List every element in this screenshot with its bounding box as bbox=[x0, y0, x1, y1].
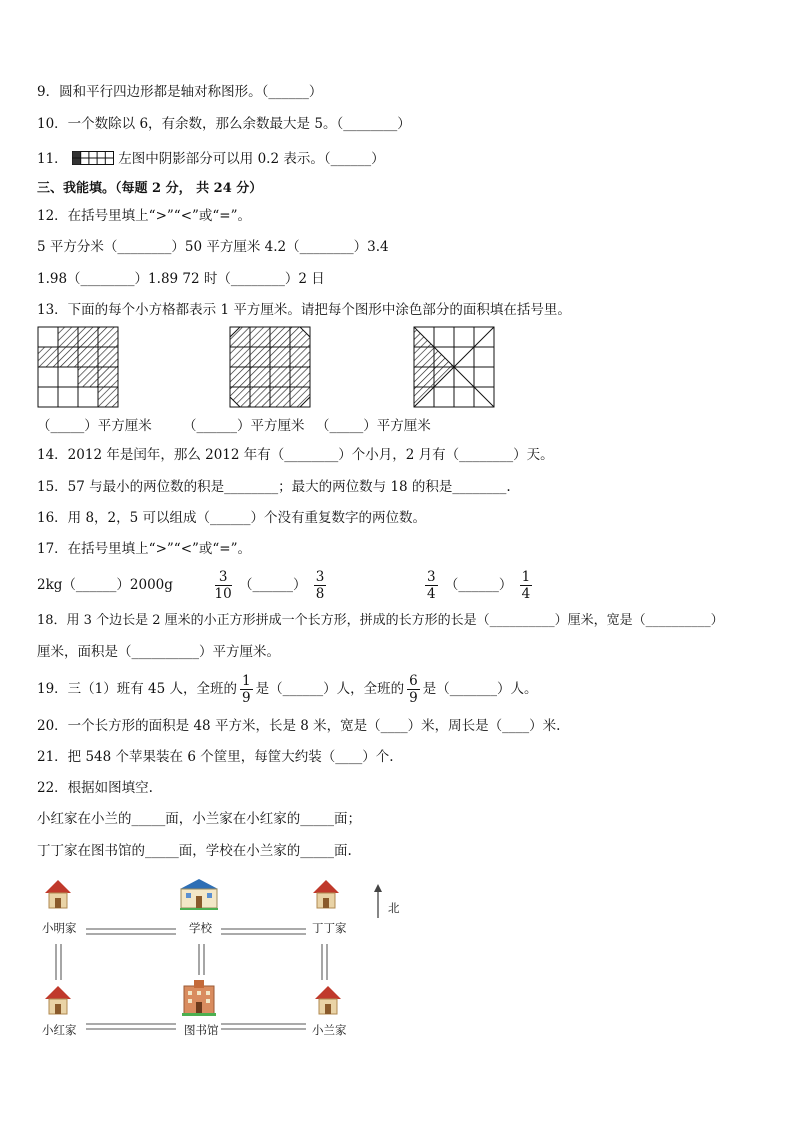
school-icon bbox=[178, 878, 220, 910]
section-3-heading: 三、我能填。（每题 2 分， 共 24 分） bbox=[37, 181, 263, 196]
question-12-row-2: 1.98（________）1.89 72 时（________）2 日 bbox=[37, 271, 325, 287]
question-22: 22．根据如图填空. bbox=[37, 780, 153, 796]
figure-2-caption: （______）平方厘米 bbox=[183, 418, 305, 434]
question-17-c-blank: （______） bbox=[444, 577, 513, 593]
question-11-text: 左图中阴影部分可以用 0.2 表示。（______） bbox=[118, 151, 385, 167]
figure-1-caption: （_____）平方厘米 bbox=[37, 418, 152, 434]
question-18-line-1: 18．用 3 个边长是 2 厘米的小正方形拼成一个长方形，拼成的长方形的长是（__________）厘米，宽是（__________） bbox=[37, 613, 724, 628]
question-12: 12．在括号里填上“>”“<”或“=”。 bbox=[37, 208, 252, 224]
house-icon bbox=[314, 984, 342, 1016]
question-10: 10．一个数除以 6，有余数，那么余数最大是 5。（________） bbox=[37, 116, 411, 132]
figure-3-caption: （_____）平方厘米 bbox=[316, 418, 431, 434]
question-14: 14．2012 年是闰年，那么 2012 年有（________）个小月，2 月有（________）天。 bbox=[37, 447, 554, 463]
question-19 bbox=[37, 670, 537, 708]
question-21: 21．把 548 个苹果装在 6 个筐里，每筐大约装（____）个. bbox=[37, 749, 394, 765]
question-11-number: 11． bbox=[37, 151, 68, 167]
fraction-3-10: $\frac{3}{10}$ bbox=[214, 569, 232, 602]
label-school: 学校 bbox=[189, 921, 212, 935]
area-figure-1 bbox=[37, 326, 121, 410]
question-13: 13．下面的每个小方格都表示 1 平方厘米。请把每个图形中涂色部分的面积填在括号里。 bbox=[37, 302, 571, 318]
bar-grid-figure bbox=[72, 151, 114, 165]
north-arrow-icon bbox=[374, 884, 382, 892]
fraction-3-4: $\frac{3}{4}$ bbox=[426, 569, 436, 602]
question-19-part-c: 是（_______）人。 bbox=[422, 681, 538, 697]
area-figure-3 bbox=[413, 326, 497, 410]
house-icon bbox=[44, 984, 72, 1016]
question-19-part-b: 是（______）人，全班的 bbox=[255, 681, 405, 697]
map-roads bbox=[36, 872, 416, 1052]
area-figure-2 bbox=[229, 326, 313, 410]
library-icon bbox=[180, 978, 218, 1016]
fraction-6-9: $\frac{6}{9}$ bbox=[409, 673, 418, 706]
question-18-line-2: 厘米，面积是（__________）平方厘米。 bbox=[37, 644, 280, 660]
direction-map bbox=[36, 872, 416, 1052]
question-12-row-1: 5 平方分米（________）50 平方厘米 4.2（________）3.4 bbox=[37, 239, 389, 255]
question-22-line-1: 小红家在小兰的_____面，小兰家在小红家的_____面； bbox=[37, 811, 361, 827]
question-11 bbox=[37, 150, 385, 168]
label-xiaoming: 小明家 bbox=[42, 921, 77, 935]
question-9: 9．圆和平行四边形都是轴对称图形。（______） bbox=[37, 84, 323, 100]
question-15: 15．57 与最小的两位数的积是________；最大的两位数与 18 的积是________. bbox=[37, 479, 511, 495]
label-xiaolan: 小兰家 bbox=[312, 1023, 347, 1037]
question-16: 16．用 8，2，5 可以组成（______）个没有重复数字的两位数。 bbox=[37, 510, 427, 526]
fraction-1-9: $\frac{1}{9}$ bbox=[242, 673, 251, 706]
question-17-row bbox=[37, 566, 535, 604]
label-library: 图书馆 bbox=[184, 1023, 219, 1037]
label-xiaohong: 小红家 bbox=[42, 1023, 77, 1037]
question-17-a: 2kg（______）2000g bbox=[37, 577, 173, 593]
question-17-b-blank: （______） bbox=[239, 577, 307, 593]
question-17: 17．在括号里填上“>”“<”或“=”。 bbox=[37, 541, 252, 557]
question-19-part-a: 19．三（1）班有 45 人，全班的 bbox=[37, 681, 238, 697]
north-label: 北 bbox=[388, 901, 400, 915]
house-icon bbox=[44, 878, 72, 910]
fraction-1-4: $\frac{1}{4}$ bbox=[521, 569, 531, 602]
label-dingding: 丁丁家 bbox=[312, 921, 347, 935]
question-20: 20．一个长方形的面积是 48 平方米，长是 8 米，宽是（____）米，周长是（____）米. bbox=[37, 718, 561, 734]
question-22-line-2: 丁丁家在图书馆的_____面，学校在小兰家的_____面. bbox=[37, 843, 352, 859]
house-icon bbox=[312, 878, 340, 910]
fraction-3-8: $\frac{3}{8}$ bbox=[315, 569, 325, 602]
